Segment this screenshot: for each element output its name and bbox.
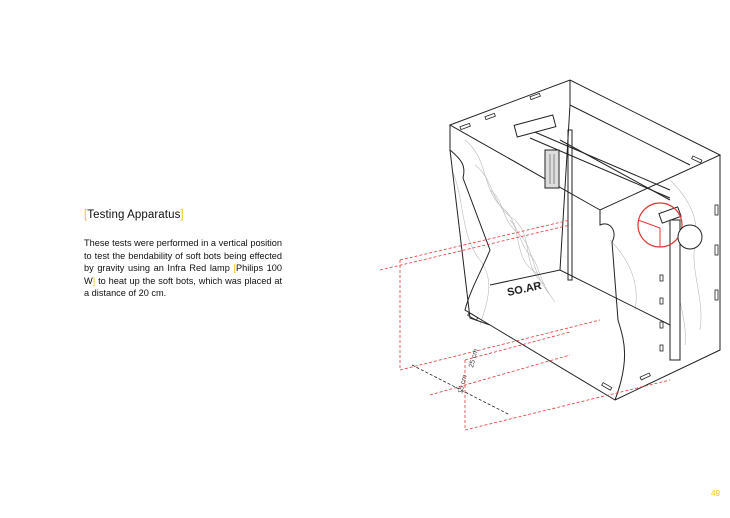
contour-lines <box>452 140 701 345</box>
brand-label: SO.AR <box>506 279 543 299</box>
dimension-height-label: 25 cm <box>468 348 480 369</box>
section-title <box>84 209 184 221</box>
title-open-bracket: [ <box>84 209 88 221</box>
title-close-bracket: ] <box>180 209 184 221</box>
description-paragraph <box>84 237 282 300</box>
lamp-close-bracket: ] <box>92 275 96 286</box>
lamp-open-bracket: [ <box>233 263 236 274</box>
dimension-depth-label: 15 cm <box>457 374 469 395</box>
apparatus-drawing <box>370 70 730 450</box>
page-number: 49 <box>711 489 720 498</box>
rod-assembly <box>514 115 681 360</box>
lamp-spec: Philips 100 W <box>84 263 282 286</box>
dimension-lines <box>380 220 670 430</box>
description-text-before: These tests were performed in a vertical position to test the bendability of soft bots being effected by gravity using an Infra Red lamp <box>84 238 282 274</box>
description-text-after: to heat up the soft bots, which was placed at a distance of 20 cm. <box>84 275 282 299</box>
section-title-text: Testing Apparatus <box>87 209 181 221</box>
